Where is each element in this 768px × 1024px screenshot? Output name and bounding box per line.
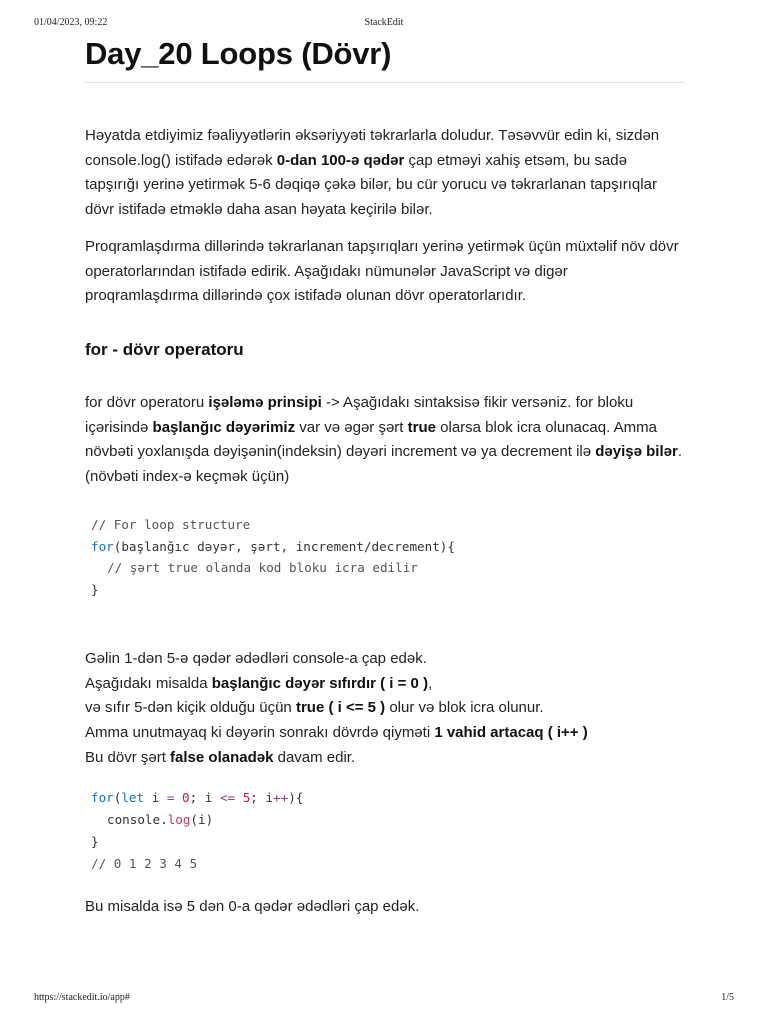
code2-semi2: ; i [250,790,274,806]
for-loop-explanation [85,391,685,490]
for-text-3: var və əgər şərt [295,418,408,436]
code1-line1: // For loop structure [91,516,251,532]
example-line-2-text: Aşağıdakı misalda [85,674,212,692]
example-line-3-tail: olur və blok icra olunur. [385,699,544,717]
code1-line4: } [91,582,99,598]
code2-paren: ( [113,790,122,806]
intro-bold-1: 0-dan 100-ə qədər [276,151,405,169]
intro-paragraph [85,124,685,223]
code2-assign-op: = [166,790,175,806]
code2-inc-op: ++ [273,790,289,806]
code1-for-keyword: for [91,538,114,554]
code-block-for-structure [85,514,685,601]
example-line-5-tail: davam edir. [273,748,356,766]
loop-types-paragraph: Proqramlaşdırma dillərində təkrarlanan tapşırıqları yerinə yetirmək üçün müxtəlif növ dövr operatorlarından istifadə edirik. Aşağıdakı nümunələr JavaScript və digər proqramlaşdırma dillərində çox istifadə olunan dövr operatorlarıdır. [85,237,679,305]
for-text-4: olarsa blok icra olunacaq. Amma növbəti yoxlanışda dəyişənin(indeksin) dəyəri increment və ya decrement ilə [85,418,657,461]
code2-var: i [144,790,167,806]
for-bold-2: başlanğıc dəyərimiz [152,418,296,436]
print-url: https://stackedit.io/app# [34,992,130,1003]
print-page-number: 1/5 [721,992,734,1003]
example-line-1: Gəlin 1-dən 5-ə qədər ədədləri console-a çap edək. [85,649,427,667]
intro-text-2: çap etməyi xahiş etsəm, bu sadə tapşırığı yerinə yetirmək 5-6 dəqiqə çəkə bilər, bu cür yorucu və təkrarlanan tapşırıqlar dövr istifadə etməklə daha asan həyata keçirilə bilər. [85,151,657,219]
code2-semi1: ; i [189,790,220,806]
code2-close: ){ [288,790,304,806]
for-text-2: -> Aşağıdakı sintaksisə fikir versəniz. for bloku içərisində [85,393,634,436]
code2-for-keyword: for [91,790,114,806]
intro-text-1: Həyatda etdiyimiz fəaliyyətlərin əksəriyyəti təkrarlarla doludur. Təsəvvür edin ki, sizdən console.log() istifadə edərək [85,127,660,169]
document-content [85,34,685,919]
code2-output-comment: // 0 1 2 3 4 5 [91,855,198,871]
title-divider [85,82,685,83]
code1-line2: (başlanğıc dəyər, şərt, increment/decrement){ [113,538,455,554]
example-paragraph [85,647,685,771]
print-footer [34,992,734,1006]
for-text-1: for dövr operatoru [85,393,209,411]
countdown-paragraph: Bu misalda isə 5 dən 0-a qədər ədədləri çap edək. [85,897,420,915]
example-line-5-bold: false olanadək [170,748,274,766]
code2-line3: } [91,834,99,850]
code2-zero: 0 [174,790,190,806]
document-title: Day_20 Loops (Dövr) [85,36,392,71]
example-line-4-text: Amma unutmayaq ki dəyərin sonrakı dövrdə qiyməti [85,724,435,742]
code2-five: 5 [235,790,251,806]
code2-console: console. [107,812,168,828]
print-page-title: StackEdit [364,17,404,28]
example-line-2-tail: , [428,674,433,692]
code2-line2 [91,812,213,827]
for-bold-4: dəyişə bilər [595,443,678,461]
code2-log-fn: log [167,812,191,828]
code2-args: (i) [190,812,214,828]
print-header [34,17,734,31]
for-bold-1: işələmə prinsipi [208,393,322,411]
example-line-2-bold: başlanğıc dəyər sıfırdır ( i = 0 ) [211,674,429,692]
code2-le-op: <= [219,790,236,806]
for-bold-3: true [407,418,436,436]
code2-let-keyword: let [121,790,145,806]
for-text-5: . (növbəti index-ə keçmək üçün) [85,443,682,486]
code1-line3: // şərt true olanda kod bloku icra edilir [107,560,418,576]
example-line-4-bold: 1 vahid artacaq ( i++ ) [434,724,588,742]
section-heading-for-loop: for - dövr operatoru [85,339,244,359]
print-datetime: 01/04/2023, 09:22 [34,17,108,28]
example-line-3-text: və sıfır 5-dən kiçik olduğu üçün [85,699,296,717]
example-line-3-bold: true ( i <= 5 ) [295,699,386,717]
code-block-for-example [85,787,685,874]
example-line-5-text: Bu dövr şərt [85,748,171,766]
